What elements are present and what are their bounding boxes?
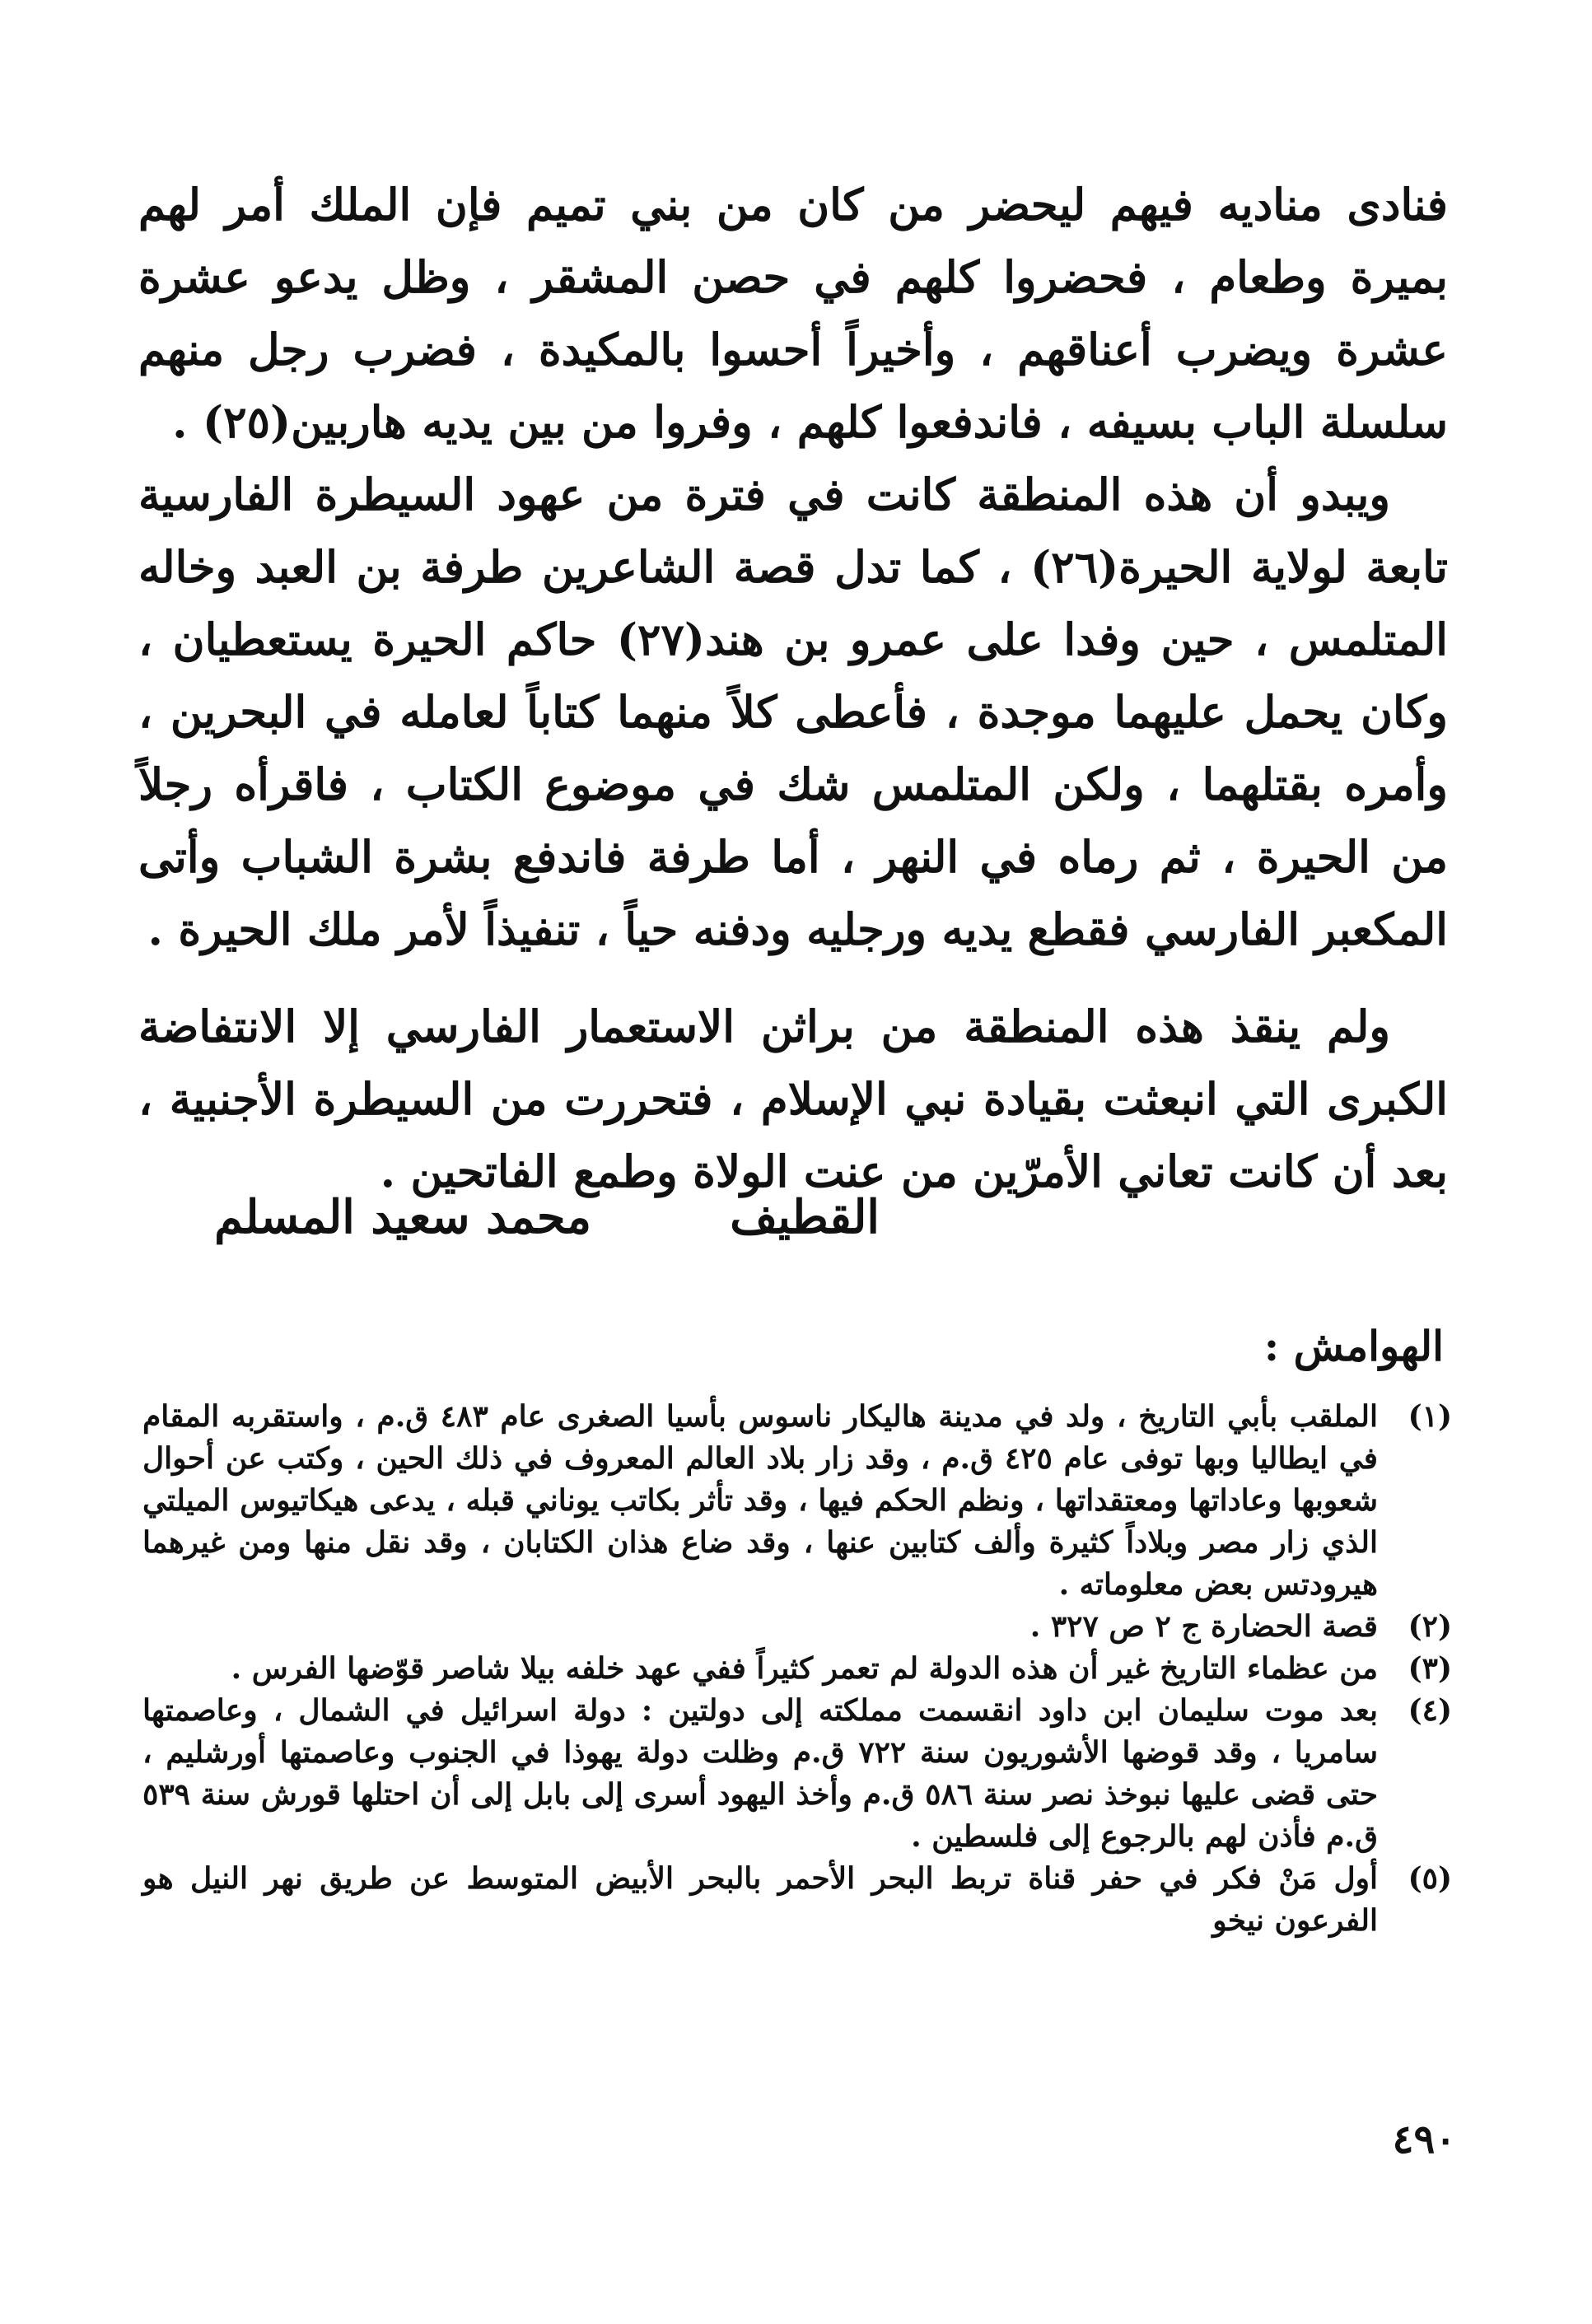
footnote [142, 1858, 1452, 1942]
footnote-number: (٤) [1408, 1693, 1452, 1728]
footnote-text: قصة الحضارة ج ٢ ص ٣٢٧ . [1029, 1609, 1378, 1644]
footnotes-list [142, 1396, 1452, 1942]
footnote [142, 1648, 1452, 1690]
footnote [142, 1690, 1452, 1858]
paragraph-continued: فنادى مناديه فيهم ليحضر من كان من بني تميم فإن الملك أمر لهم بميرة وطعام ، فحضروا كلهم في حصن المشقر ، وظل يدعو عشرة عشرة ويضرب أعناقهم ، وأخيراً أحسوا بالمكيدة ، فضرب رجل منهم سلسلة الباب بسيفه ، فاندفعوا كلهم ، وفروا من بين يديه هاربين(٢٥) . [138, 180, 1448, 448]
signature-line [0, 1190, 1592, 1264]
footnote-text: الملقب بأبي التاريخ ، ولد في مدينة هاليكار ناسوس بأسيا الصغرى عام ٤٨٣ ق.م ، واستقربه المقام في ايطاليا وبها توفى عام ٤٢٥ ق.م ، وقد زار بلاد العالم المعروف في ذلك الحين ، وكتب عن أحوال شعوبها وعاداتها ومعتقداتها ، ونظم الحكم فيها ، وقد تأثر بكاتب يوناني قبله ، يدعى هيكاتيوس الميلتي الذي زار مصر وبلاداً كثيرة وألف كتابين عنها ، وقد ضاع هذان الكتابان ، وقد نقل منها ومن غيرهما هيرودتس بعض معلوماته . [142, 1399, 1378, 1602]
footnote-number: (٢) [1408, 1609, 1452, 1644]
footnote-number: (٣) [1408, 1651, 1452, 1686]
footnote-text: بعد موت سليمان ابن داود انقسمت مملكته إلى دولتين : دولة اسرائيل في الشمال ، وعاصمتها سامريا ، وقد قوضها الأشوريون سنة ٧٢٢ ق.م وظلت دولة يهوذا في الجنوب وعاصمتها أورشليم ، حتى قضى عليها نبوخذ نصر سنة ٥٨٦ ق.م وأخذ اليهود أسرى إلى بابل إلى أن احتلها قورش سنة ٥٣٩ ق.م فأذن لهم بالرجوع إلى فلسطين . [142, 1693, 1379, 1854]
footnote-text: من عظماء التاريخ غير أن هذه الدولة لم تعمر كثيراً ففي عهد خلفه بيلا شاصر قوّضها الفرس . [231, 1651, 1378, 1686]
footnote [142, 1396, 1452, 1606]
main-text [138, 169, 1448, 1208]
signature-author: محمد سعيد المسلم [214, 1190, 591, 1244]
footnote-text: أول مَنْ فكر في حفر قناة تربط البحر الأحمر بالبحر الأبيض المتوسط عن طريق نهر النيل هو الفرعون نيخو [142, 1861, 1378, 1938]
footnote [142, 1606, 1452, 1648]
footnote-number: (١) [1408, 1399, 1452, 1434]
paragraph: ولم ينقذ هذه المنطقة من براثن الاستعمار الفارسي إلا الانتفاضة الكبرى التي انبعثت بقيادة نبي الإسلام ، فتحررت من السيطرة الأجنبية ، بعد أن كانت تعاني الأمرّين من عنت الولاة وطمع الفاتحين . [138, 1001, 1448, 1197]
footnote-number: (٥) [1408, 1861, 1452, 1896]
footnotes-heading: الهوامش : [1263, 1322, 1444, 1370]
page-number: ٤٩٠ [1392, 2116, 1456, 2163]
paragraph: ويبدو أن هذه المنطقة كانت في فترة من عهود السيطرة الفارسية تابعة لولاية الحيرة(٢٦) ، كما تدل قصة الشاعرين طرفة بن العبد وخاله المتلمس ، حين وفدا على عمرو بن هند(٢٧) حاكم الحيرة يستعطيان ، وكان يحمل عليهما موجدة ، فأعطى كلاً منهما كتاباً لعامله في البحرين ، وأمره بقتلهما ، ولكن المتلمس شك في موضوع الكتاب ، فاقرأه رجلاً من الحيرة ، ثم رماه في النهر ، أما طرفة فاندفع بشرة الشباب وأتى المكعبر الفارسي فقطع يديه ورجليه ودفنه حياً ، تنفيذاً لأمر ملك الحيرة . [138, 469, 1449, 955]
signature-place: القطيف [730, 1190, 880, 1244]
